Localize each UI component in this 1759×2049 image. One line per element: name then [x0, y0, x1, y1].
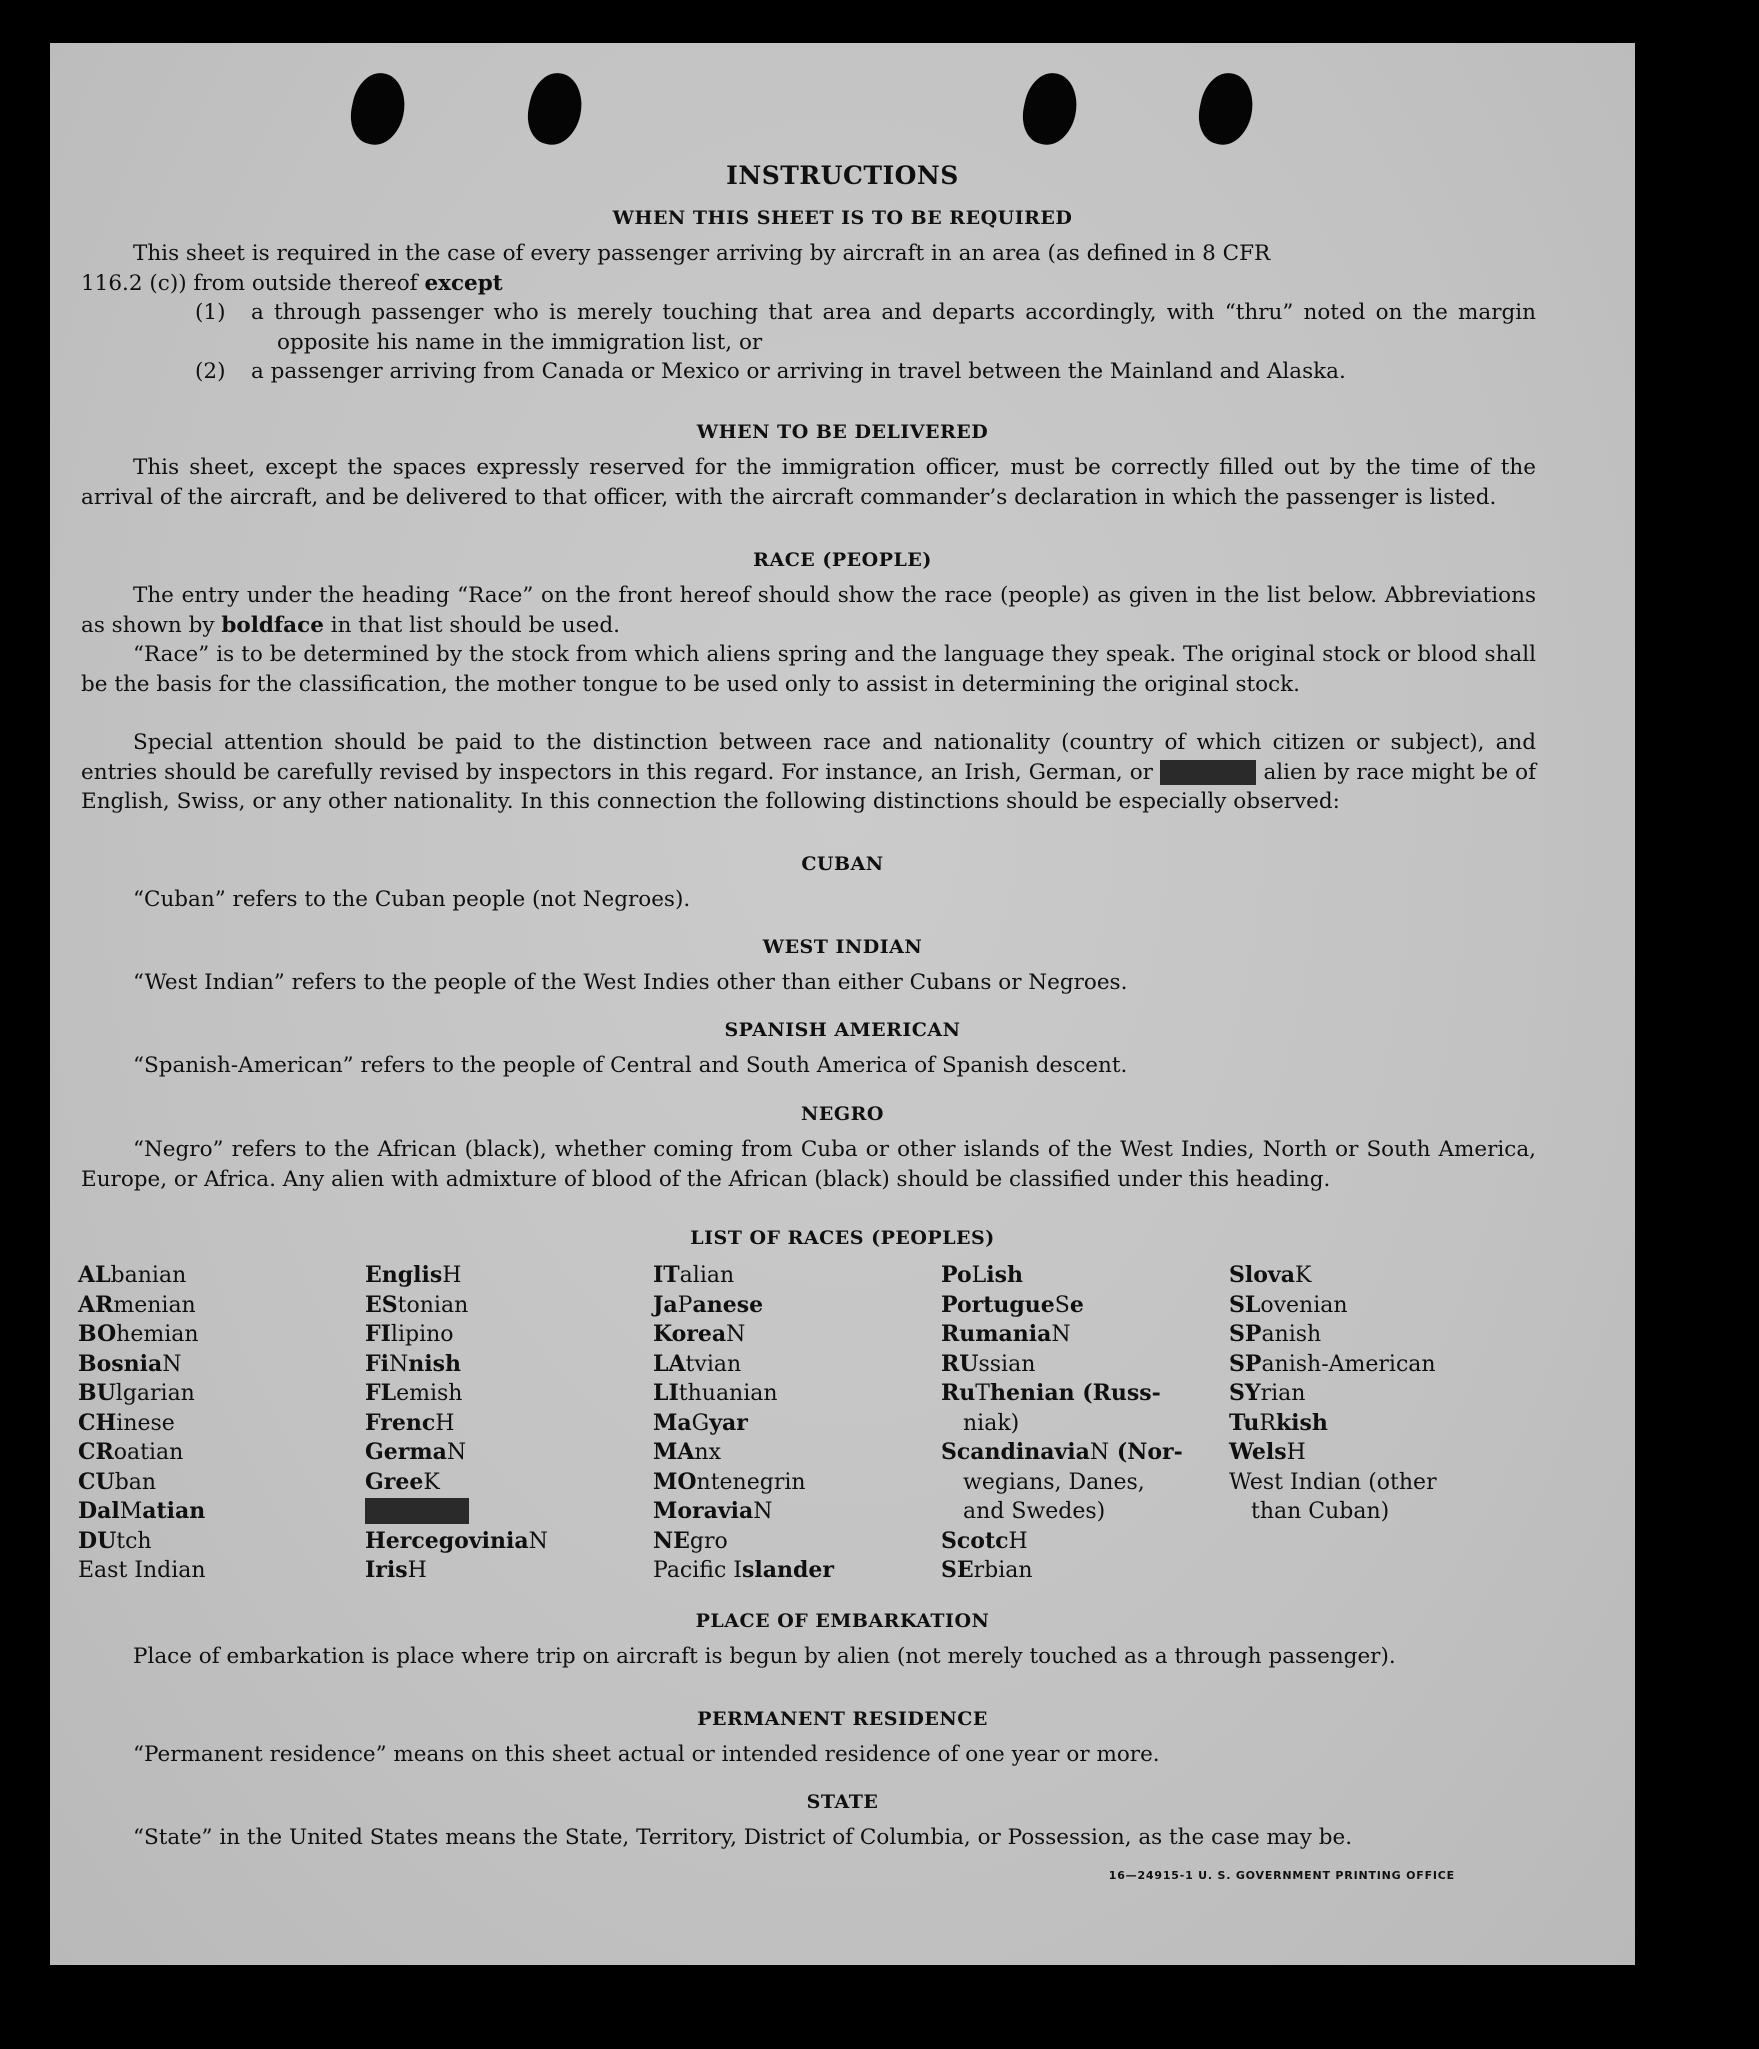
section-heading-list: LIST OF RACES (PEOPLES): [690, 1227, 995, 1249]
race-rest: emish: [396, 1381, 463, 1406]
race-entry: [653, 1468, 834, 1498]
race-list-column-4: [941, 1261, 1183, 1586]
race-abbrev: East Indian: [78, 1558, 206, 1583]
race-entry: [78, 1527, 206, 1557]
race-abbrev: MA: [653, 1439, 695, 1465]
race-entry: [1229, 1291, 1437, 1321]
race-abbrev: SE: [941, 1557, 974, 1583]
punch-hole: [522, 68, 588, 149]
race-rest: ovenian: [1260, 1292, 1348, 1318]
race-entry: [78, 1350, 206, 1380]
race-abbrev: Gree: [365, 1468, 424, 1495]
race-rest: tch: [116, 1528, 152, 1554]
race-abbrev: SY: [1229, 1380, 1261, 1406]
section-heading-embarkation: PLACE OF EMBARKATION: [695, 1610, 990, 1632]
race-entry: [941, 1350, 1183, 1380]
race-rest: tonian: [397, 1292, 469, 1318]
race-entry: [78, 1320, 206, 1350]
race-abbrev: atian: [142, 1498, 206, 1524]
race-entry: [941, 1320, 1183, 1350]
section-heading-spanish-american: SPANISH AMERICAN: [724, 1019, 961, 1041]
race-abbrev: wegians, Danes,: [963, 1469, 1145, 1495]
race-abbrev: SL: [1229, 1291, 1261, 1318]
race-abbrev: LI: [653, 1380, 679, 1406]
race-abbrev: Slova: [1229, 1262, 1295, 1288]
race-rest: anish: [1261, 1322, 1322, 1347]
list-item-1: [195, 298, 1536, 357]
race-p1-b: in that list should be used.: [330, 612, 620, 638]
race-abbrev: CU: [78, 1468, 115, 1495]
race-abbrev: niak): [963, 1410, 1020, 1436]
race-entry: [941, 1409, 1183, 1439]
race-abbrev: LA: [653, 1350, 686, 1377]
race-entry: [78, 1291, 206, 1321]
race-entry: [1229, 1379, 1437, 1409]
item1-number: (1): [195, 300, 226, 325]
race-rest: ssian: [978, 1351, 1036, 1377]
race-rest: rian: [1260, 1381, 1306, 1406]
race-abbrev: Scandinavia: [941, 1439, 1090, 1465]
section-heading-required: WHEN THIS SHEET IS TO BE REQUIRED: [612, 207, 1073, 229]
race-entry: [1229, 1261, 1437, 1291]
race-entry: [1229, 1468, 1437, 1498]
race-abbrev: CR: [78, 1439, 114, 1465]
paragraph-spanish-american: “Spanish-American” refers to the people of Central and South America of Spanish descent.: [133, 1053, 1128, 1078]
race-abbrev: slander: [741, 1557, 834, 1583]
race-rest: ban: [114, 1469, 157, 1495]
race-entry: [365, 1438, 548, 1468]
punch-hole: [345, 68, 411, 149]
section-heading-cuban: CUBAN: [801, 853, 884, 875]
race-p1-bold: boldface: [221, 612, 324, 638]
race-rest: ntenegrin: [696, 1469, 806, 1495]
race-abbrev: ish: [986, 1262, 1023, 1288]
race-abbrev: AL: [78, 1262, 111, 1288]
race-abbrev: ES: [365, 1291, 398, 1318]
paragraph-embarkation: Place of embarkation is place where trip on aircraft is begun by alien (not merely touched as a through passenger).: [133, 1644, 1396, 1669]
race-rest: P: [677, 1292, 693, 1318]
race-rest: N: [753, 1499, 773, 1524]
item1-text: a through passenger who is merely touching that area and departs accordingly, with “thru” noted on the margin opposite his name in the immigration list, or: [251, 300, 1536, 355]
race-entry: [365, 1527, 548, 1557]
race-abbrev: AR: [78, 1291, 114, 1318]
race-list-column-2: [365, 1261, 548, 1586]
race-abbrev: Portugue: [941, 1291, 1055, 1318]
race-entry: [1229, 1350, 1437, 1380]
race-rest: N: [446, 1440, 467, 1465]
paragraph-delivered: This sheet, except the spaces expressly reserved for the immigration officer, must be correctly filled out by the time of the arrival of the aircraft, and be delivered to that officer, with the aircraft commander’s declaration in which the passenger is listed.: [81, 455, 1536, 510]
race-rest: N: [1089, 1440, 1110, 1465]
race-rest: N: [726, 1322, 746, 1347]
race-entry: [78, 1438, 206, 1468]
paragraph-residence: “Permanent residence” means on this sheet actual or intended residence of one year or more.: [133, 1742, 1160, 1767]
race-rest: rbian: [973, 1558, 1033, 1583]
race-rest: alian: [679, 1263, 735, 1288]
race-rest: S: [1054, 1292, 1070, 1318]
race-rest: N: [1051, 1322, 1071, 1347]
race-rest: oatian: [113, 1440, 184, 1465]
race-entry: [941, 1497, 1183, 1527]
race-p1-a: The entry under the heading “Race” on the front hereof should show the race (people) as given in the list below. Abbreviations as shown by: [81, 583, 1536, 638]
race-entry: [653, 1409, 834, 1439]
item2-number: (2): [195, 359, 226, 384]
struck-word: Hebrew: [1161, 759, 1255, 785]
race-rest: hemian: [116, 1322, 199, 1347]
race-entry: [78, 1468, 206, 1498]
race-abbrev: Ja: [653, 1291, 678, 1318]
punch-hole: [1193, 68, 1259, 149]
race-abbrev: BU: [78, 1380, 116, 1406]
race-entry: [1229, 1438, 1437, 1468]
race-abbrev: CH: [78, 1409, 117, 1436]
race-abbrev: West Indian (other: [1229, 1469, 1437, 1495]
race-rest: H: [1008, 1528, 1028, 1554]
race-abbrev: Korea: [653, 1321, 727, 1347]
race-entry: [941, 1379, 1183, 1409]
race-entry: [78, 1379, 206, 1409]
race-abbrev: Po: [941, 1262, 972, 1288]
printing-office-footer: 16—24915-1 U. S. GOVERNMENT PRINTING OFFICE: [1108, 1869, 1455, 1882]
race-abbrev: henian (Russ-: [989, 1380, 1161, 1406]
race-rest: I: [733, 1558, 742, 1583]
race-rest: nx: [694, 1440, 721, 1465]
race-rest: thuanian: [678, 1381, 778, 1406]
section-heading-residence: PERMANENT RESIDENCE: [697, 1708, 988, 1730]
race-entry: [1229, 1320, 1437, 1350]
race-entry: [365, 1379, 548, 1409]
page-title: INSTRUCTIONS: [726, 161, 959, 190]
race-entry: [941, 1438, 1183, 1468]
race-rest: lgarian: [115, 1381, 195, 1406]
race-rest: menian: [113, 1292, 196, 1318]
paragraph-west-indian: “West Indian” refers to the people of the West Indies other than either Cubans or Negroes.: [133, 970, 1128, 995]
race-entry: [78, 1409, 206, 1439]
race-abbrev: Fi: [365, 1350, 389, 1377]
race-entry: [365, 1261, 548, 1291]
race-abbrev: SP: [1229, 1350, 1262, 1377]
section-heading-race: RACE (PEOPLE): [753, 549, 932, 571]
race-rest: gro: [689, 1528, 728, 1554]
race-abbrev: Ru: [941, 1380, 976, 1406]
race-abbrev: IT: [653, 1262, 680, 1288]
race-rest: H: [435, 1410, 455, 1436]
required-intro-line1: This sheet is required in the case of every passenger arriving by aircraft in an area (as defined in 8 CFR: [133, 241, 1271, 266]
race-rest: H: [407, 1558, 427, 1583]
race-rest: anish-American: [1261, 1351, 1436, 1377]
race-abbrev: FI: [365, 1321, 391, 1347]
race-entry: [365, 1291, 548, 1321]
race-entry: [941, 1556, 1183, 1586]
race-abbrev: (Nor-: [1109, 1439, 1183, 1465]
race-abbrev: than Cuban): [1251, 1499, 1390, 1524]
race-entry: [653, 1497, 834, 1527]
race-entry: [365, 1409, 548, 1439]
race-entry: [78, 1556, 206, 1586]
race-list-column-1: [78, 1261, 206, 1586]
race-rest: tvian: [685, 1351, 742, 1377]
race-abbrev: Tu: [1229, 1409, 1260, 1436]
race-p3-a: Special attention should be paid to the distinction between race and nationality (country of which citizen or subject), and entries should be carefully revised by inspectors in this regard. For instance, an Irish, German, or: [81, 730, 1536, 785]
race-abbrev: SP: [1229, 1321, 1262, 1347]
race-entry: [653, 1556, 834, 1586]
race-entry: [78, 1497, 206, 1527]
race-abbrev: Hercegovinia: [365, 1527, 529, 1554]
race-entry: [1229, 1409, 1437, 1439]
race-abbrev: DU: [78, 1527, 117, 1554]
paragraph-negro: “Negro” refers to the African (black), whether coming from Cuba or other islands of the West Indies, North or South America, Europe, or Africa. Any alien with admixture of blood of the African (black) should be classified under this heading.: [81, 1137, 1536, 1192]
race-rest: G: [691, 1410, 710, 1436]
race-rest: N: [162, 1351, 182, 1377]
race-entry: [365, 1468, 548, 1498]
race-abbrev: anese: [692, 1291, 764, 1318]
race-abbrev: Bosnia: [78, 1350, 163, 1377]
race-entry: [365, 1556, 548, 1586]
race-abbrev: Pacific: [653, 1558, 734, 1583]
race-entry: [653, 1350, 834, 1380]
race-entry: [1229, 1497, 1437, 1527]
race-entry: [653, 1291, 834, 1321]
race-abbrev: Frenc: [365, 1409, 436, 1436]
race-abbrev: BO: [78, 1321, 117, 1347]
race-rest: H: [1286, 1440, 1306, 1465]
race-abbrev: Wels: [1229, 1439, 1287, 1465]
race-entry: [941, 1468, 1183, 1498]
required-intro-line2: 116.2 (c)) from outside thereof: [81, 270, 418, 296]
race-entry: [653, 1261, 834, 1291]
race-rest: K: [1294, 1263, 1312, 1288]
race-p3-b: alien by race might be of English, Swiss, or any other nationality. In this connection the following distinctions should be especially observed:: [81, 759, 1537, 814]
race-entry: [653, 1438, 834, 1468]
race-rest: N: [528, 1528, 548, 1554]
race-abbrev: Ma: [653, 1409, 692, 1436]
race-entry: [941, 1527, 1183, 1557]
race-entry: [653, 1320, 834, 1350]
race-rest: T: [975, 1381, 990, 1406]
section-heading-delivered: WHEN TO BE DELIVERED: [696, 421, 989, 443]
race-abbrev: MO: [653, 1468, 697, 1495]
race-rest: N: [388, 1351, 409, 1377]
list-item-2: [195, 357, 1536, 387]
paragraph-cuban: “Cuban” refers to the Cuban people (not Negroes).: [133, 887, 691, 912]
race-abbrev: RU: [941, 1350, 979, 1377]
race-abbrev: Scotc: [941, 1527, 1009, 1554]
race-entry: [365, 1350, 548, 1380]
paragraph-race-2: “Race” is to be determined by the stock from which aliens spring and the language they speak. The original stock or blood shall be the basis for the classification, the mother tongue to be used only to assist in determining the original stock.: [81, 642, 1536, 697]
race-rest: R: [1259, 1410, 1276, 1436]
race-entry: [365, 1497, 548, 1527]
race-abbrev: Dal: [78, 1498, 120, 1524]
race-entry: [365, 1320, 548, 1350]
paragraph-race-3: [81, 728, 1536, 817]
race-rest: H: [442, 1263, 462, 1288]
race-abbrev: and Swedes): [963, 1499, 1106, 1524]
race-abbrev: NE: [653, 1527, 690, 1554]
required-except: except: [424, 270, 503, 296]
race-abbrev: FL: [365, 1380, 397, 1406]
paragraph-required: [81, 239, 1536, 298]
race-list-column-3: [653, 1261, 834, 1586]
race-abbrev: Iris: [365, 1557, 408, 1583]
race-abbrev: Germa: [365, 1439, 447, 1465]
race-list-column-5: [1229, 1261, 1437, 1527]
race-abbrev: kish: [1275, 1409, 1328, 1436]
race-entry: [941, 1261, 1183, 1291]
instruction-sheet: [50, 43, 1635, 1965]
section-heading-west-indian: WEST INDIAN: [762, 936, 923, 958]
paragraph-race-1: [81, 581, 1536, 640]
punch-hole: [1017, 68, 1083, 149]
race-entry: [653, 1527, 834, 1557]
race-abbrev: e: [1069, 1291, 1084, 1318]
race-rest: K: [423, 1469, 440, 1495]
race-rest: M: [119, 1499, 143, 1524]
race-rest: inese: [116, 1410, 175, 1436]
race-abbrev: yar: [709, 1409, 748, 1436]
race-abbrev: Rumania: [941, 1321, 1052, 1347]
race-entry: [941, 1291, 1183, 1321]
race-abbrev: nish: [408, 1350, 461, 1377]
item2-text: a passenger arriving from Canada or Mexico or arriving in travel between the Mainland and Alaska.: [251, 359, 1346, 384]
section-heading-state: STATE: [806, 1791, 879, 1813]
section-heading-negro: NEGRO: [801, 1103, 884, 1125]
race-abbrev: Moravia: [653, 1498, 754, 1524]
race-entry: [78, 1261, 206, 1291]
race-rest: lipino: [390, 1322, 454, 1347]
paragraph-state: “State” in the United States means the State, Territory, District of Columbia, or Possession, as the case may be.: [133, 1825, 1353, 1850]
race-rest: L: [971, 1263, 987, 1288]
race-rest: banian: [110, 1263, 187, 1288]
race-abbrev: HebreW: [367, 1498, 468, 1524]
race-abbrev: Englis: [365, 1262, 443, 1288]
race-entry: [653, 1379, 834, 1409]
